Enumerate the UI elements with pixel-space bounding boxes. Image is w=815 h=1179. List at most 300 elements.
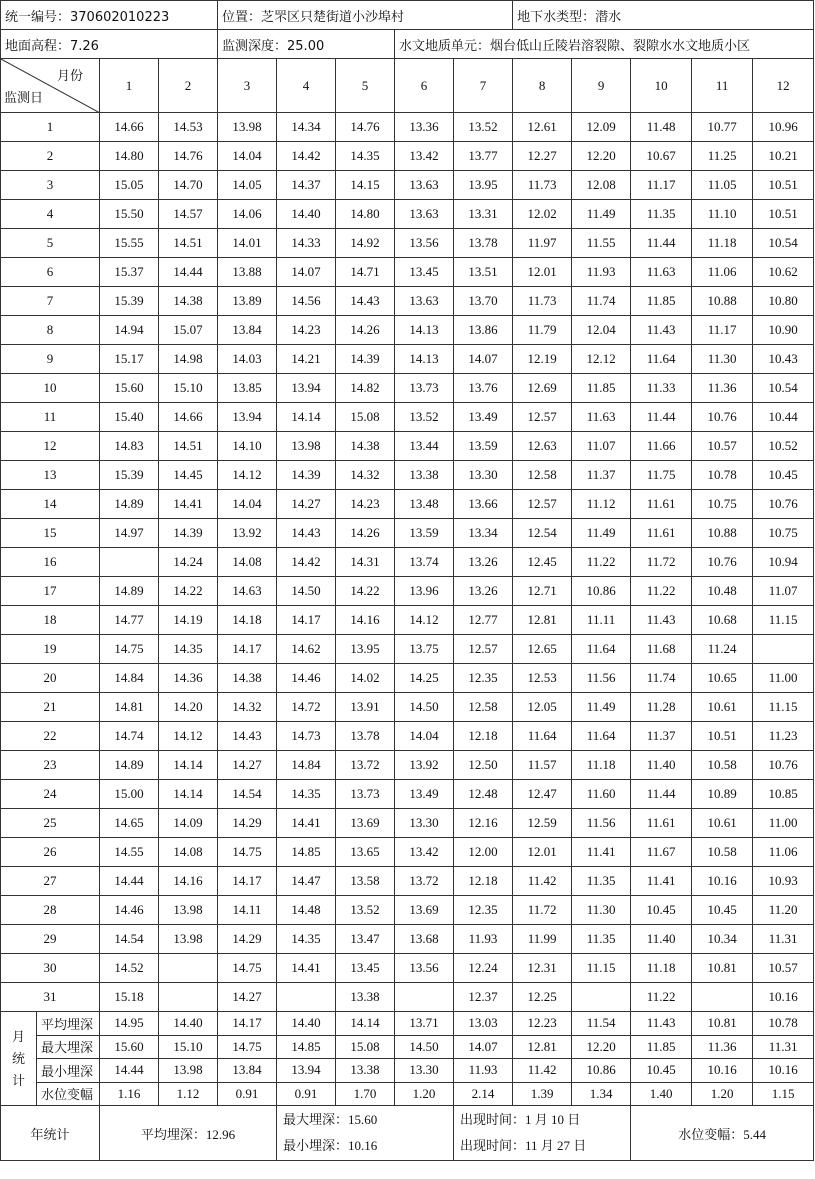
- value-cell: 10.54: [753, 229, 814, 258]
- stat-value: 1.39: [513, 1082, 572, 1106]
- value-cell: 10.76: [753, 490, 814, 519]
- day-cell: 6: [1, 258, 100, 287]
- value-cell: 14.97: [100, 519, 159, 548]
- month-header: 1: [100, 59, 159, 113]
- value-cell: 14.16: [336, 606, 395, 635]
- value-cell: 14.17: [218, 867, 277, 896]
- stat-value: 10.16: [753, 1059, 814, 1083]
- value-cell: 11.61: [631, 809, 692, 838]
- stat-value: 11.36: [692, 1035, 753, 1059]
- value-cell: 12.09: [572, 113, 631, 142]
- stat-value: 1.40: [631, 1082, 692, 1106]
- value-cell: 14.75: [218, 838, 277, 867]
- value-cell: 12.00: [454, 838, 513, 867]
- value-cell: 11.36: [692, 374, 753, 403]
- value-cell: 11.40: [631, 925, 692, 954]
- value-cell: 13.69: [336, 809, 395, 838]
- value-cell: 11.15: [753, 606, 814, 635]
- day-cell: 31: [1, 983, 100, 1012]
- value-cell: 11.57: [513, 751, 572, 780]
- value-cell: 12.54: [513, 519, 572, 548]
- month-header: 6: [395, 59, 454, 113]
- value-cell: 11.17: [631, 171, 692, 200]
- value-cell: 14.39: [277, 461, 336, 490]
- value-cell: 12.58: [454, 693, 513, 722]
- day-cell: 19: [1, 635, 100, 664]
- value-cell: 14.18: [218, 606, 277, 635]
- value-cell: 10.51: [692, 722, 753, 751]
- value-cell: 12.01: [513, 258, 572, 287]
- month-header: 8: [513, 59, 572, 113]
- value-cell: 11.67: [631, 838, 692, 867]
- day-cell: 14: [1, 490, 100, 519]
- value-cell: 14.27: [218, 983, 277, 1012]
- day-cell: 16: [1, 548, 100, 577]
- stat-value: 10.86: [572, 1059, 631, 1083]
- stat-value: 12.23: [513, 1012, 572, 1036]
- value-cell: 10.16: [753, 983, 814, 1012]
- yearly-min: 最小埋深：10.16: [283, 1138, 378, 1153]
- value-cell: 12.05: [513, 693, 572, 722]
- value-cell: 12.24: [454, 954, 513, 983]
- value-cell: 12.81: [513, 606, 572, 635]
- value-cell: 11.99: [513, 925, 572, 954]
- value-cell: 14.55: [100, 838, 159, 867]
- value-cell: 13.56: [395, 954, 454, 983]
- month-header: 7: [454, 59, 513, 113]
- stat-value: 1.70: [336, 1082, 395, 1106]
- value-cell: 12.53: [513, 664, 572, 693]
- value-cell: 11.44: [631, 229, 692, 258]
- value-cell: 13.98: [159, 925, 218, 954]
- value-cell: 10.21: [753, 142, 814, 171]
- value-cell: 14.12: [159, 722, 218, 751]
- value-cell: 12.25: [513, 983, 572, 1012]
- value-cell: 13.94: [218, 403, 277, 432]
- value-cell: 14.29: [218, 809, 277, 838]
- value-cell: 13.91: [336, 693, 395, 722]
- value-cell: 14.26: [336, 519, 395, 548]
- stat-value: 14.40: [159, 1012, 218, 1036]
- value-cell: 14.44: [159, 258, 218, 287]
- value-cell: 11.40: [631, 751, 692, 780]
- value-cell: 14.08: [159, 838, 218, 867]
- month-header: 4: [277, 59, 336, 113]
- day-cell: 12: [1, 432, 100, 461]
- value-cell: 11.43: [631, 606, 692, 635]
- table-row: [1, 867, 814, 896]
- monthly-stat-row: [1, 1059, 814, 1083]
- table-row: [1, 780, 814, 809]
- value-cell: 13.51: [454, 258, 513, 287]
- monthly-stat-char: 计: [11, 1072, 25, 1088]
- value-cell: 13.42: [395, 142, 454, 171]
- stat-value: 1.15: [753, 1082, 814, 1106]
- water-type: 地下水类型：潜水: [513, 1, 814, 30]
- stat-value: 14.44: [100, 1059, 159, 1083]
- value-cell: 15.50: [100, 200, 159, 229]
- value-cell: 12.69: [513, 374, 572, 403]
- value-cell: 14.51: [159, 229, 218, 258]
- table-row: [1, 403, 814, 432]
- value-cell: 11.22: [572, 548, 631, 577]
- monthly-stat-row: [1, 1035, 814, 1059]
- stat-value: 10.78: [753, 1012, 814, 1036]
- table-row: [1, 925, 814, 954]
- value-cell: 10.80: [753, 287, 814, 316]
- value-cell: 10.65: [692, 664, 753, 693]
- stat-value: 14.40: [277, 1012, 336, 1036]
- value-cell: 10.88: [692, 287, 753, 316]
- table-row: [1, 838, 814, 867]
- value-cell: 11.72: [513, 896, 572, 925]
- table-row: [1, 548, 814, 577]
- value-cell: 12.20: [572, 142, 631, 171]
- value-cell: 12.57: [513, 403, 572, 432]
- day-cell: 3: [1, 171, 100, 200]
- value-cell: 10.45: [692, 896, 753, 925]
- value-cell: 13.95: [454, 171, 513, 200]
- value-cell: 11.18: [572, 751, 631, 780]
- value-cell: 14.25: [395, 664, 454, 693]
- value-cell: 11.05: [692, 171, 753, 200]
- table-row: [1, 171, 814, 200]
- value-cell: 11.15: [753, 693, 814, 722]
- value-cell: 14.26: [336, 316, 395, 345]
- value-cell: 13.96: [395, 577, 454, 606]
- value-cell: 14.10: [218, 432, 277, 461]
- value-cell: 12.57: [513, 490, 572, 519]
- value-cell: 11.35: [572, 925, 631, 954]
- value-cell: 13.95: [336, 635, 395, 664]
- value-cell: 12.27: [513, 142, 572, 171]
- value-cell: 14.07: [454, 345, 513, 374]
- value-cell: 11.85: [631, 287, 692, 316]
- value-cell: 12.01: [513, 838, 572, 867]
- value-cell: 14.83: [100, 432, 159, 461]
- day-cell: 26: [1, 838, 100, 867]
- value-cell: 14.46: [100, 896, 159, 925]
- value-cell: 14.27: [218, 751, 277, 780]
- day-cell: 9: [1, 345, 100, 374]
- value-cell: 11.35: [572, 867, 631, 896]
- value-cell: 14.12: [395, 606, 454, 635]
- stat-value: 13.71: [395, 1012, 454, 1036]
- value-cell: 13.88: [218, 258, 277, 287]
- value-cell: 13.38: [395, 461, 454, 490]
- day-cell: 30: [1, 954, 100, 983]
- monitoring-depth: 监测深度：25.00: [218, 30, 395, 59]
- day-cell: 13: [1, 461, 100, 490]
- value-cell: 14.41: [159, 490, 218, 519]
- month-header: 9: [572, 59, 631, 113]
- value-cell: 11.07: [753, 577, 814, 606]
- stat-value: 14.85: [277, 1035, 336, 1059]
- value-cell: 11.75: [631, 461, 692, 490]
- day-cell: 17: [1, 577, 100, 606]
- value-cell: 14.34: [277, 113, 336, 142]
- table-row: [1, 751, 814, 780]
- value-cell: 11.06: [692, 258, 753, 287]
- value-cell: 11.73: [513, 287, 572, 316]
- value-cell: 13.49: [395, 780, 454, 809]
- value-cell: [159, 983, 218, 1012]
- yearly-max-time: 出现时间：1 月 10 日: [460, 1112, 581, 1127]
- value-cell: 14.29: [218, 925, 277, 954]
- value-cell: 13.72: [395, 867, 454, 896]
- stat-value: 11.31: [753, 1035, 814, 1059]
- value-cell: 14.42: [277, 548, 336, 577]
- value-cell: 14.23: [336, 490, 395, 519]
- value-cell: 12.18: [454, 867, 513, 896]
- month-header: 5: [336, 59, 395, 113]
- day-cell: 27: [1, 867, 100, 896]
- value-cell: 13.56: [395, 229, 454, 258]
- value-cell: 14.03: [218, 345, 277, 374]
- value-cell: 11.35: [631, 200, 692, 229]
- value-cell: 11.17: [692, 316, 753, 345]
- value-cell: 11.49: [572, 519, 631, 548]
- value-cell: 14.56: [277, 287, 336, 316]
- stat-value: 1.34: [572, 1082, 631, 1106]
- value-cell: 15.08: [336, 403, 395, 432]
- value-cell: 14.50: [395, 693, 454, 722]
- value-cell: 11.61: [631, 490, 692, 519]
- value-cell: 14.89: [100, 751, 159, 780]
- stat-value: 13.38: [336, 1059, 395, 1083]
- value-cell: 10.88: [692, 519, 753, 548]
- value-cell: 14.44: [100, 867, 159, 896]
- value-cell: 14.45: [159, 461, 218, 490]
- value-cell: 10.57: [753, 954, 814, 983]
- stat-value: 14.07: [454, 1035, 513, 1059]
- value-cell: 14.06: [218, 200, 277, 229]
- value-cell: 14.22: [159, 577, 218, 606]
- value-cell: 12.08: [572, 171, 631, 200]
- table-row: [1, 345, 814, 374]
- stat-value: 1.12: [159, 1082, 218, 1106]
- value-cell: 13.98: [218, 113, 277, 142]
- value-cell: [100, 548, 159, 577]
- value-cell: 12.59: [513, 809, 572, 838]
- stat-value: 1.20: [395, 1082, 454, 1106]
- value-cell: 14.24: [159, 548, 218, 577]
- value-cell: 14.66: [159, 403, 218, 432]
- value-cell: 11.37: [631, 722, 692, 751]
- value-cell: 11.37: [572, 461, 631, 490]
- value-cell: 14.37: [277, 171, 336, 200]
- day-cell: 4: [1, 200, 100, 229]
- day-axis-label: 监测日: [4, 90, 44, 105]
- value-cell: 14.19: [159, 606, 218, 635]
- value-cell: 12.63: [513, 432, 572, 461]
- value-cell: 15.00: [100, 780, 159, 809]
- value-cell: 14.82: [336, 374, 395, 403]
- value-cell: 14.98: [159, 345, 218, 374]
- table-row: [1, 374, 814, 403]
- month-header: 3: [218, 59, 277, 113]
- value-cell: [159, 954, 218, 983]
- value-cell: 11.41: [572, 838, 631, 867]
- value-cell: 10.90: [753, 316, 814, 345]
- value-cell: 14.73: [277, 722, 336, 751]
- value-cell: 14.33: [277, 229, 336, 258]
- stat-value: 11.43: [631, 1012, 692, 1036]
- stat-value: 13.94: [277, 1059, 336, 1083]
- value-cell: 11.30: [572, 896, 631, 925]
- value-cell: 10.81: [692, 954, 753, 983]
- value-cell: 13.59: [454, 432, 513, 461]
- stat-value: 14.17: [218, 1012, 277, 1036]
- value-cell: 14.50: [277, 577, 336, 606]
- value-cell: 11.55: [572, 229, 631, 258]
- value-cell: 13.31: [454, 200, 513, 229]
- value-cell: 14.35: [277, 780, 336, 809]
- table-row: [1, 432, 814, 461]
- month-axis-label: 月份: [56, 68, 83, 83]
- value-cell: 11.43: [631, 316, 692, 345]
- value-cell: 14.17: [218, 635, 277, 664]
- value-cell: 13.85: [218, 374, 277, 403]
- value-cell: 14.35: [277, 925, 336, 954]
- stat-value: 14.95: [100, 1012, 159, 1036]
- monthly-stat-char: 统: [11, 1050, 25, 1066]
- value-cell: 14.15: [336, 171, 395, 200]
- value-cell: 12.45: [513, 548, 572, 577]
- value-cell: 13.78: [336, 722, 395, 751]
- value-cell: 14.54: [218, 780, 277, 809]
- table-row: [1, 519, 814, 548]
- value-cell: 14.35: [159, 635, 218, 664]
- value-cell: 11.68: [631, 635, 692, 664]
- value-cell: 13.36: [395, 113, 454, 142]
- stat-value: 15.08: [336, 1035, 395, 1059]
- value-cell: 13.44: [395, 432, 454, 461]
- value-cell: 11.31: [753, 925, 814, 954]
- value-cell: 13.72: [336, 751, 395, 780]
- value-cell: 13.69: [395, 896, 454, 925]
- table-row: [1, 664, 814, 693]
- value-cell: [753, 635, 814, 664]
- value-cell: 11.49: [572, 200, 631, 229]
- day-cell: 21: [1, 693, 100, 722]
- value-cell: 14.75: [218, 954, 277, 983]
- value-cell: 11.64: [631, 345, 692, 374]
- value-cell: 14.89: [100, 490, 159, 519]
- value-cell: 13.73: [395, 374, 454, 403]
- monthly-stat-row: [1, 1012, 814, 1036]
- stat-value: 14.75: [218, 1035, 277, 1059]
- stat-value: 14.14: [336, 1012, 395, 1036]
- stat-value: 10.16: [692, 1059, 753, 1083]
- value-cell: 11.11: [572, 606, 631, 635]
- value-cell: 14.54: [100, 925, 159, 954]
- value-cell: 11.15: [572, 954, 631, 983]
- stat-value: 11.42: [513, 1059, 572, 1083]
- value-cell: 14.41: [277, 954, 336, 983]
- value-cell: [277, 983, 336, 1012]
- value-cell: [395, 983, 454, 1012]
- value-cell: 11.66: [631, 432, 692, 461]
- value-cell: 14.04: [395, 722, 454, 751]
- value-cell: [692, 983, 753, 1012]
- stat-value: 10.81: [692, 1012, 753, 1036]
- value-cell: 11.22: [631, 577, 692, 606]
- value-cell: 12.31: [513, 954, 572, 983]
- stat-value: 1.20: [692, 1082, 753, 1106]
- value-cell: 13.45: [336, 954, 395, 983]
- value-cell: 10.96: [753, 113, 814, 142]
- day-cell: 28: [1, 896, 100, 925]
- value-cell: 13.98: [277, 432, 336, 461]
- value-cell: 14.76: [159, 142, 218, 171]
- table-row: [1, 722, 814, 751]
- value-cell: 14.75: [100, 635, 159, 664]
- value-cell: 14.80: [336, 200, 395, 229]
- value-cell: 14.38: [336, 432, 395, 461]
- value-cell: 13.86: [454, 316, 513, 345]
- location: 位置：芝罘区只楚街道小沙埠村: [218, 1, 513, 30]
- value-cell: 14.02: [336, 664, 395, 693]
- value-cell: 14.16: [159, 867, 218, 896]
- value-cell: 14.42: [277, 142, 336, 171]
- value-cell: 11.44: [631, 780, 692, 809]
- stat-value: 0.91: [218, 1082, 277, 1106]
- table-row: [1, 896, 814, 925]
- value-cell: 12.65: [513, 635, 572, 664]
- value-cell: 12.47: [513, 780, 572, 809]
- day-cell: 8: [1, 316, 100, 345]
- day-cell: 1: [1, 113, 100, 142]
- value-cell: 12.48: [454, 780, 513, 809]
- value-cell: 15.40: [100, 403, 159, 432]
- stat-value: 12.81: [513, 1035, 572, 1059]
- value-cell: 14.38: [218, 664, 277, 693]
- value-cell: 13.58: [336, 867, 395, 896]
- value-cell: 11.56: [572, 809, 631, 838]
- ground-elevation: 地面高程：7.26: [1, 30, 218, 59]
- value-cell: 11.33: [631, 374, 692, 403]
- value-cell: 10.77: [692, 113, 753, 142]
- value-cell: 10.34: [692, 925, 753, 954]
- value-cell: 11.25: [692, 142, 753, 171]
- value-cell: 14.48: [277, 896, 336, 925]
- value-cell: 10.76: [692, 548, 753, 577]
- value-cell: 14.66: [100, 113, 159, 142]
- day-cell: 23: [1, 751, 100, 780]
- value-cell: 14.53: [159, 113, 218, 142]
- value-cell: 14.11: [218, 896, 277, 925]
- value-cell: 11.49: [572, 693, 631, 722]
- day-cell: 11: [1, 403, 100, 432]
- value-cell: 14.72: [277, 693, 336, 722]
- yearly-min-time: 出现时间：11 月 27 日: [460, 1138, 587, 1153]
- value-cell: 14.47: [277, 867, 336, 896]
- value-cell: 12.50: [454, 751, 513, 780]
- value-cell: 12.12: [572, 345, 631, 374]
- value-cell: 13.92: [218, 519, 277, 548]
- value-cell: 13.52: [454, 113, 513, 142]
- value-cell: 10.94: [753, 548, 814, 577]
- value-cell: 14.21: [277, 345, 336, 374]
- value-cell: 13.78: [454, 229, 513, 258]
- value-cell: 13.30: [454, 461, 513, 490]
- value-cell: 13.98: [159, 896, 218, 925]
- value-cell: 11.93: [572, 258, 631, 287]
- stat-value: 14.50: [395, 1035, 454, 1059]
- month-header: 10: [631, 59, 692, 113]
- value-cell: 13.42: [395, 838, 454, 867]
